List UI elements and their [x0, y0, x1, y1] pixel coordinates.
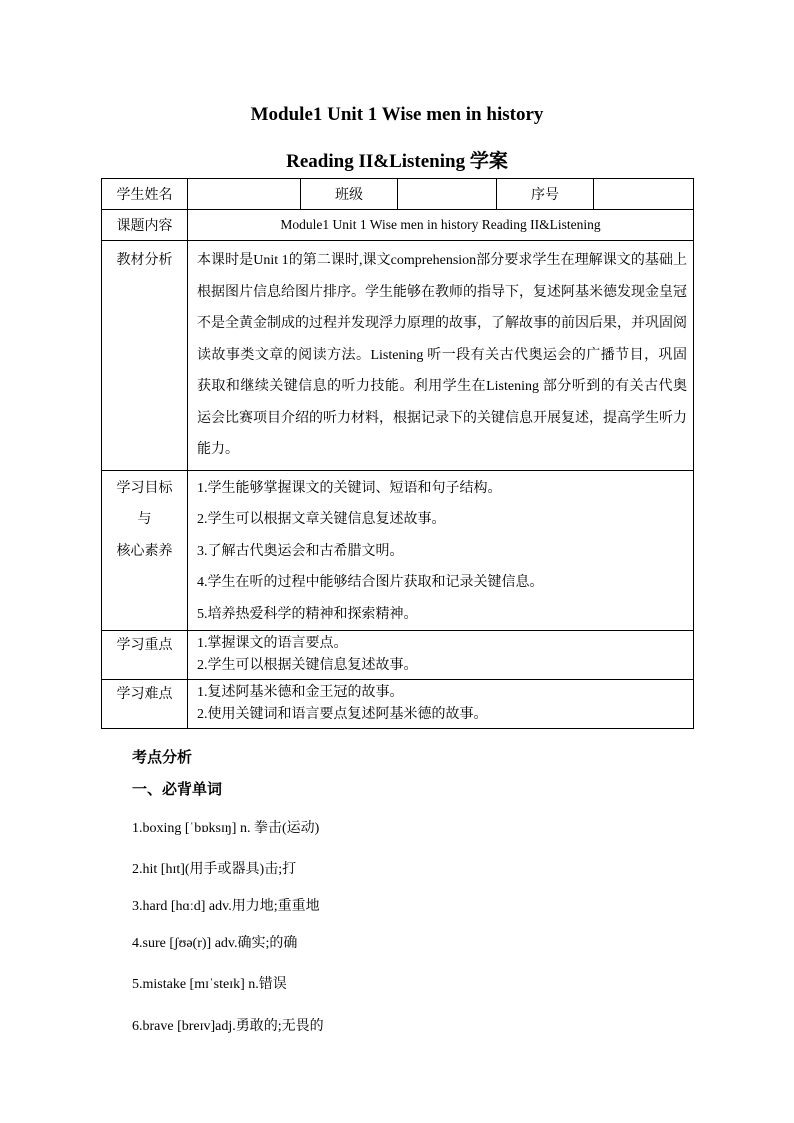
table-row-goals: [102, 470, 694, 631]
class-field[interactable]: [398, 179, 497, 210]
lesson-info-table: [101, 178, 694, 729]
number-field[interactable]: [594, 179, 694, 210]
section-subheading: 一、必背单词: [132, 782, 223, 798]
topic-label: 课题内容: [102, 210, 188, 241]
section-heading: 考点分析: [132, 750, 193, 766]
vocab-item: 2.hit [hɪt](用手或器具)击;打: [132, 862, 297, 877]
difficulties-label: [102, 680, 188, 729]
table-row-difficulties: [102, 680, 694, 729]
difficulties-label-text: 学习难点: [116, 687, 173, 702]
table-row-topic: [102, 210, 694, 241]
goals-list: [188, 470, 694, 631]
goals-label: [102, 470, 188, 631]
analysis-value: 本课时是Unit 1的第二课时,课文comprehension部分要求学生在理解课文的基础上根据图片信息给图片排序。学生能够在教师的指导下，复述阿基米德发现金皇冠不是全黄金制成的过程并发现浮力原理的故事，了解故事的前因后果，并巩固阅读故事类文章的阅读方法。Listening 听一段有关古代奥运会的广播节目，巩固获取和继续关键信息的听力技能。利用学生在Listening 部分听到的有关古代奥运会比赛项目介绍的听力材料，根据记录下的关键信息开展复述，提高学生听力能力。: [188, 241, 694, 471]
goals-label-line1: 学习目标: [116, 480, 173, 496]
table-row-student: [102, 179, 694, 210]
vocab-item: 4.sure [ʃʊə(r)] adv.确实;的确: [132, 936, 298, 951]
difficulty-item: 2.使用关键词和语言要点复述阿基米德的故事。: [197, 707, 488, 722]
key-points-list: [188, 631, 694, 680]
goals-label-line3: 核心素养: [116, 543, 173, 559]
analysis-label: [102, 241, 188, 471]
vocab-item: 1.boxing [ˈbɒksɪŋ] n. 拳击(运动): [132, 821, 320, 836]
table-row-key-points: [102, 631, 694, 680]
goal-item: 4.学生在听的过程中能够结合图片获取和记录关键信息。: [197, 575, 544, 590]
table-row-analysis: [102, 241, 694, 471]
document-title: Module1 Unit 1 Wise men in history: [250, 104, 544, 125]
student-name-label: 学生姓名: [102, 179, 188, 210]
goal-item: 3.了解古代奥运会和古希腊文明。: [197, 543, 404, 559]
key-points-label: [102, 631, 188, 680]
goals-label-line2: 与: [137, 512, 152, 527]
class-label: 班级: [301, 179, 398, 210]
key-point-item: 1.掌握课文的语言要点。: [197, 636, 348, 651]
key-points-label-text: 学习重点: [116, 638, 173, 653]
vocab-item: 6.brave [breɪv]adj.勇敢的;无畏的: [132, 1019, 324, 1034]
document-subtitle: Reading II&Listening 学案: [286, 151, 508, 172]
goal-item: 1.学生能够掌握课文的关键词、短语和句子结构。: [197, 480, 502, 496]
difficulty-item: 1.复述阿基米德和金王冠的故事。: [197, 685, 404, 700]
difficulties-list: [188, 680, 694, 729]
topic-value: Module1 Unit 1 Wise men in history Reading II&Listening: [188, 210, 694, 241]
vocab-item: 3.hard [hɑːd] adv.用力地;重重地: [132, 899, 320, 914]
vocab-item: 5.mistake [mɪˈsteɪk] n.错误: [132, 977, 287, 992]
analysis-label-text: 教材分析: [116, 253, 173, 268]
goal-item: 2.学生可以根据文章关键信息复述故事。: [197, 512, 446, 527]
goal-item: 5.培养热爱科学的精神和探索精神。: [197, 606, 418, 622]
student-name-field[interactable]: [188, 179, 301, 210]
key-point-item: 2.学生可以根据关键信息复述故事。: [197, 658, 418, 673]
number-label: 序号: [497, 179, 594, 210]
